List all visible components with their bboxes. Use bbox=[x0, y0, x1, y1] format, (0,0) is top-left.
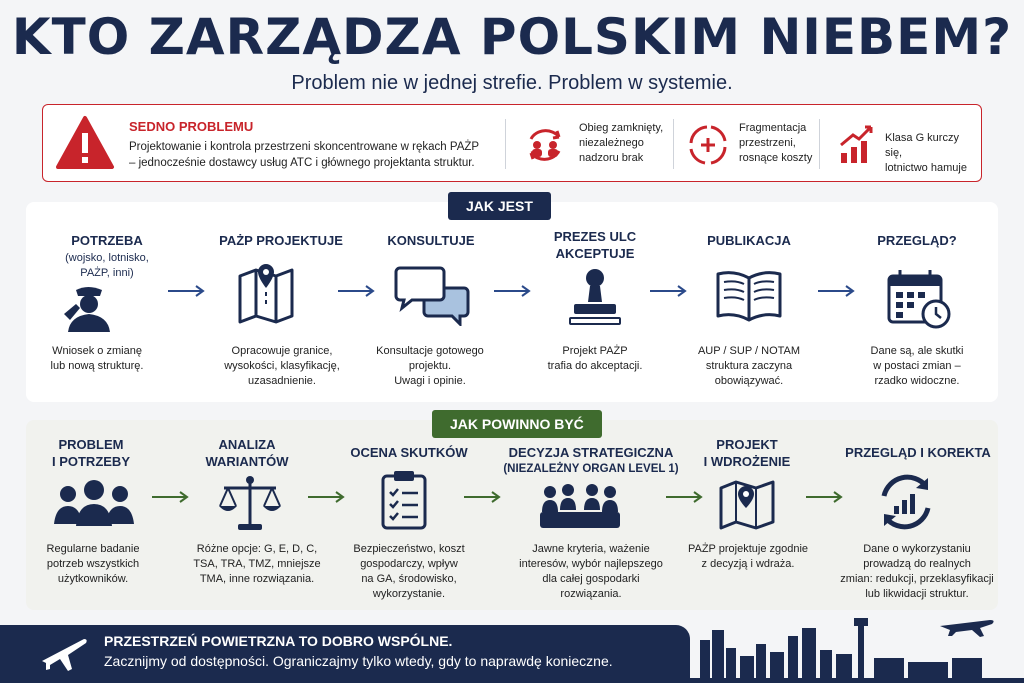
current-step-need-desc bbox=[22, 344, 172, 374]
step-description: dla całej gospodarki bbox=[542, 573, 640, 585]
target-step-impact bbox=[334, 444, 484, 461]
step-title: POTRZEBA bbox=[71, 233, 143, 248]
current-step-review-desc bbox=[842, 344, 992, 389]
step-description: potrzeb wszystkich bbox=[46, 558, 140, 570]
feature-fragmentation bbox=[685, 119, 835, 171]
step-title: PRZEGLĄD I KOREKTA bbox=[845, 445, 991, 460]
step-description: trafia do akceptacji. bbox=[547, 360, 643, 372]
target-step-implement bbox=[672, 436, 822, 470]
step-description: w postaci zmian – bbox=[873, 360, 961, 372]
arrow-right-icon bbox=[664, 490, 704, 504]
step-title: PREZES ULC bbox=[553, 229, 637, 244]
step-description: PAŻP projektuje zgodnie bbox=[687, 543, 809, 555]
current-step-review bbox=[842, 232, 992, 249]
scales-icon bbox=[218, 474, 282, 532]
target-step-problem bbox=[16, 436, 166, 470]
footer-tagline: Zacznijmy od dostępności. Ograniczajmy tylko wtedy, gdy to naprawdę konieczne. bbox=[104, 653, 613, 669]
divider bbox=[505, 119, 506, 169]
step-description: Konsultacje gotowego bbox=[376, 345, 484, 357]
step-subtitle: (wojsko, lotnisko, bbox=[65, 252, 149, 264]
step-title: AKCEPTUJE bbox=[555, 246, 635, 261]
step-description: TSA, TRA, TMZ, mniejsze bbox=[193, 558, 321, 570]
step-description: obowiązywać. bbox=[714, 375, 784, 387]
current-step-consult bbox=[356, 232, 506, 249]
step-description: TMA, inne rozwiązania. bbox=[199, 573, 315, 585]
step-description: gospodarczy, wpływ bbox=[360, 558, 458, 570]
target-step-implement-desc bbox=[668, 542, 828, 572]
users-group-icon bbox=[52, 478, 136, 528]
step-title: DECYZJA STRATEGICZNA bbox=[508, 445, 674, 460]
step-description: Projekt PAŻP bbox=[562, 345, 628, 357]
chat-bubbles-icon bbox=[394, 266, 470, 326]
step-description: Opracowuje granice, bbox=[231, 345, 333, 357]
fragmentation-icon bbox=[685, 123, 731, 167]
arrow-right-icon bbox=[492, 284, 532, 298]
step-description: wykorzystanie. bbox=[372, 588, 446, 600]
target-step-problem-desc bbox=[18, 542, 168, 587]
feature-text: niezależnego bbox=[579, 137, 644, 149]
step-title: PRZEGLĄD? bbox=[877, 233, 957, 248]
step-title: ANALIZA bbox=[218, 437, 276, 452]
feature-text: lotnictwo hamuje bbox=[885, 162, 967, 174]
step-description: Regularne badanie bbox=[46, 543, 140, 555]
step-description: Bezpieczeństwo, koszt bbox=[353, 543, 465, 555]
divider bbox=[673, 119, 674, 169]
city-skyline-illustration bbox=[690, 600, 1024, 683]
feature-text: Obieg zamknięty, bbox=[579, 122, 664, 134]
declining-chart-icon bbox=[837, 123, 877, 167]
step-title: PUBLIKACJA bbox=[707, 233, 791, 248]
step-title: PAŻP PROJEKTUJE bbox=[219, 233, 343, 248]
step-title: KONSULTUJE bbox=[387, 233, 475, 248]
step-description: zmian: redukcji, przeklasyfikacji bbox=[840, 573, 994, 585]
step-title: I WDROŻENIE bbox=[703, 454, 791, 469]
clipboard-checklist-icon bbox=[380, 468, 428, 530]
step-title: (NIEZALEŻNY ORGAN LEVEL 1) bbox=[503, 463, 679, 475]
feature-class-g bbox=[837, 119, 977, 174]
step-description: struktura zaczyna bbox=[705, 360, 793, 372]
target-step-analysis bbox=[172, 436, 322, 470]
step-description: interesów, wybór najlepszego bbox=[519, 558, 663, 570]
feature-text: nadzoru brak bbox=[579, 152, 644, 164]
calendar-clock-icon bbox=[886, 268, 954, 330]
target-step-decision-desc bbox=[496, 542, 686, 602]
footer-headline: PRZESTRZEŃ POWIETRZNA TO DOBRO WSPÓLNE. bbox=[104, 633, 453, 649]
arrow-right-icon bbox=[648, 284, 688, 298]
step-title: I POTRZEBY bbox=[51, 454, 130, 469]
problem-core-text: Projektowanie i kontrola przestrzeni skoncentrowane w rękach PAŻP – jednocześnie dostawcy usług ATC i głównego projektanta struktur. bbox=[129, 141, 479, 169]
arrow-right-icon bbox=[166, 284, 206, 298]
step-description: rzadko widoczne. bbox=[874, 375, 960, 387]
page-title: KTO ZARZĄDZA POLSKIM NIEBEM? bbox=[11, 8, 1013, 66]
step-description: prowadzą do realnych bbox=[863, 558, 971, 570]
arrow-right-icon bbox=[336, 284, 376, 298]
map-location-icon bbox=[718, 478, 776, 530]
current-step-accept bbox=[520, 228, 670, 262]
stamp-icon bbox=[566, 268, 624, 328]
problem-core-box bbox=[42, 104, 982, 182]
current-step-accept-desc bbox=[520, 344, 670, 374]
arrow-right-icon bbox=[150, 490, 190, 504]
problem-core-title: SEDNO PROBLEMU bbox=[129, 119, 254, 134]
arrow-right-icon bbox=[804, 490, 844, 504]
step-description: Uwagi i opinie. bbox=[394, 375, 466, 387]
closed-loop-icon bbox=[521, 123, 569, 167]
step-title: WARIANTÓW bbox=[205, 454, 289, 469]
step-title: OCENA SKUTKÓW bbox=[350, 445, 468, 460]
current-step-design-desc bbox=[192, 344, 372, 389]
current-step-need bbox=[32, 232, 182, 281]
step-description: na GA, środowisko, bbox=[361, 573, 457, 585]
step-description: Różne opcje: G, E, D, C, bbox=[196, 543, 318, 555]
military-officer-icon bbox=[58, 284, 114, 334]
step-description: Dane o wykorzystaniu bbox=[863, 543, 971, 555]
feature-text: Fragmentacja bbox=[739, 122, 807, 134]
current-step-design bbox=[206, 232, 356, 249]
feature-text: rosnące koszty bbox=[739, 152, 813, 164]
airplane-icon bbox=[38, 633, 88, 673]
target-step-review-desc bbox=[822, 542, 1012, 602]
page-subtitle: Problem nie w jednej strefie. Problem w systemie. bbox=[291, 72, 733, 94]
step-description: użytkowników. bbox=[57, 573, 129, 585]
cycle-chart-icon bbox=[874, 470, 938, 534]
target-step-analysis-desc bbox=[172, 542, 342, 587]
footer-banner bbox=[0, 625, 690, 683]
step-description: z decyzją i wdraża. bbox=[701, 558, 795, 570]
step-description: projektu. bbox=[408, 360, 452, 372]
step-description: AUP / SUP / NOTAM bbox=[697, 345, 801, 357]
step-description: lub likwidacji struktur. bbox=[865, 588, 969, 600]
step-description: wysokości, klasyfikację, bbox=[224, 360, 340, 372]
current-step-consult-desc bbox=[350, 344, 510, 389]
current-step-publish bbox=[674, 232, 824, 249]
meeting-table-icon bbox=[538, 482, 622, 532]
step-description: rozwiązania. bbox=[560, 588, 622, 600]
step-title: PROJEKT bbox=[716, 437, 778, 452]
target-step-impact-desc bbox=[334, 542, 484, 602]
current-process-badge: JAK JEST bbox=[448, 192, 551, 220]
arrow-right-icon bbox=[816, 284, 856, 298]
arrow-right-icon bbox=[462, 490, 502, 504]
current-step-publish-desc bbox=[674, 344, 824, 389]
warning-icon bbox=[55, 115, 115, 171]
divider bbox=[819, 119, 820, 169]
feature-closed-loop bbox=[521, 119, 671, 171]
open-book-icon bbox=[714, 268, 784, 324]
arrow-right-icon bbox=[306, 490, 346, 504]
step-description: uzasadnienie. bbox=[248, 375, 316, 387]
step-description: Jawne kryteria, ważenie bbox=[532, 543, 650, 555]
target-process-badge: JAK POWINNO BYĆ bbox=[432, 410, 602, 438]
map-pin-icon bbox=[236, 262, 296, 324]
target-step-review bbox=[838, 444, 998, 461]
step-description: Dane są, ale skutki bbox=[870, 345, 964, 357]
step-subtitle: PAŻP, inni) bbox=[80, 267, 134, 279]
target-step-decision bbox=[496, 444, 686, 478]
feature-text: przestrzeni, bbox=[739, 137, 796, 149]
step-description: Wniosek o zmianę bbox=[52, 345, 142, 357]
step-title: PROBLEM bbox=[58, 437, 124, 452]
feature-text: Klasa G kurczy się, bbox=[885, 132, 959, 159]
step-description: lub nową strukturę. bbox=[50, 360, 144, 372]
